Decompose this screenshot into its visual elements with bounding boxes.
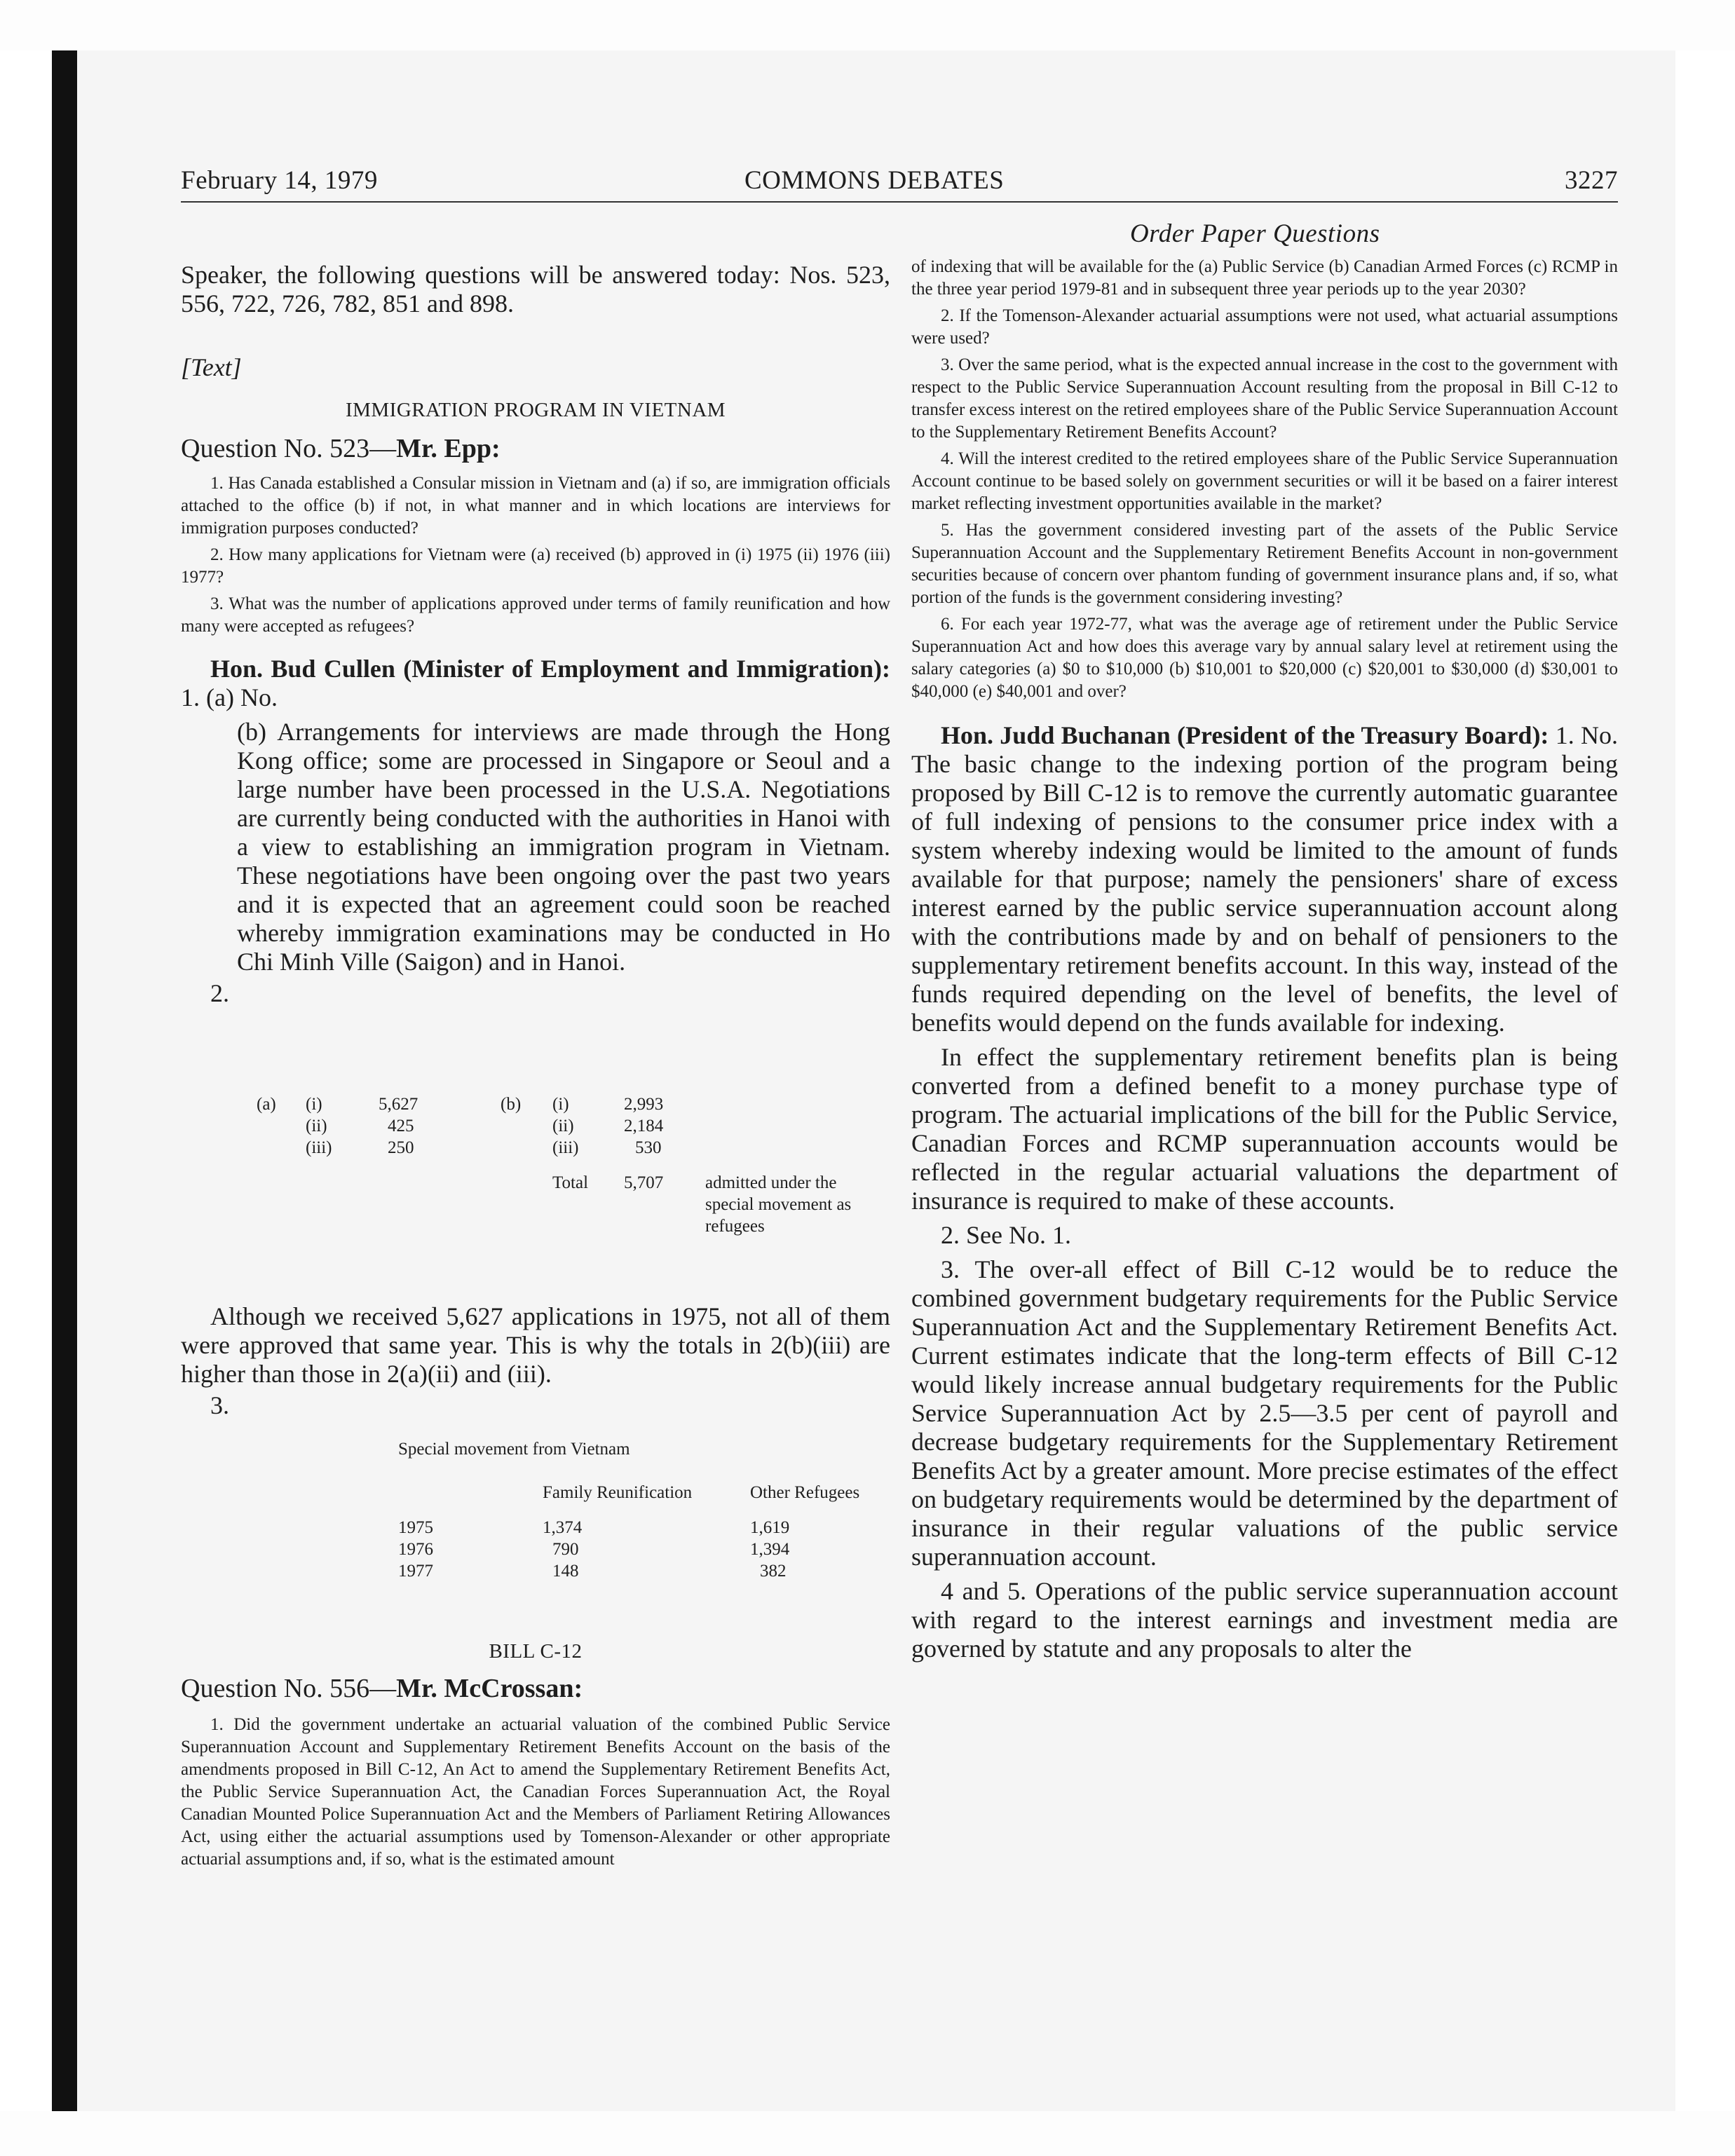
question-523-part1: 1. Has Canada established a Consular mission in Vietnam and (a) if so, are immigration officials attached to the office (b) if not, in what manner and in which locations are interviews for immigration purposes conducted?	[181, 474, 890, 538]
question-556-part4: 4. Will the interest credited to the retired employees share of the Public Service Superannuation Account continue to be based solely on government securities or will it be based on a fairer interest market reflecting investment opportunities available in the market?	[911, 449, 1618, 513]
answer-number-2: 2.	[210, 979, 229, 1007]
table1-note-line-2: special movement as	[705, 1195, 852, 1214]
table1-a-roman-3: (iii)	[306, 1138, 332, 1157]
table1-a-value-3: 250	[388, 1138, 414, 1157]
question-556-part1: 1. Did the government undertake an actuarial valuation of the combined Public Service Superannuation Account and Supplementary Retirement Benefits Account on the basis of the amendments proposed in Bill C-12, An Act to amend the Supplementary Retirement Benefits Act, the Public Service Superannuation Act, the Canadian Forces Superannuation Act, the Royal Canadian Mounted Police Superannuation Act and the Members of Parliament Retiring Allowances Act, using either the actuarial assumptions used by Tomenson-Alexander or other appropriate actuarial assumptions and, if so, what is the estimated amount	[181, 1715, 890, 1869]
table1-b-roman-1: (i)	[552, 1095, 569, 1114]
table2-family-1: 1,374	[543, 1518, 583, 1537]
header-date: February 14, 1979	[181, 166, 378, 195]
answer-523-speaker: Hon. Bud Cullen (Minister of Employment and Immigration):	[210, 655, 890, 683]
scan-binding-shadow	[52, 50, 77, 2111]
table1-note-line-1: admitted under the	[705, 1173, 837, 1192]
heading-bill-c12: BILL C-12	[489, 1640, 583, 1663]
table2-other-2: 1,394	[750, 1540, 790, 1559]
table2-other-3: 382	[760, 1562, 787, 1581]
although-paragraph: Although we received 5,627 applications in 1975, not all of them were approved that same year. This is why the totals in 2(b)(iii) are higher than those in 2(a)(ii) and (iii).	[181, 1302, 890, 1388]
question-523-part3: 3. What was the number of applications approved under terms of family reunification and how many were accepted as refugees?	[181, 594, 890, 636]
table1-b-label: (b)	[501, 1095, 522, 1114]
header-page-number: 3227	[1565, 166, 1618, 195]
answer-556-part3: 3. The over-all effect of Bill C-12 would be to reduce the combined government budgetary requirements for the Public Service Superannuation Act and the Supplementary Retirement Benefits Act. Current estimates indicate that the long-term effects of Bill C-12 would likely increase annual budgetary requirements for the Public Service Superannuation Act by 2.5—3.5 per cent of payroll and decrease budgetary requirements for the Supplementary Retirement Benefits Act by a greater amount. More precise estimates of the effect on budgetary requirements would be determined by the department of insurance in their regular valuations of the public service superannuation account.	[911, 1255, 1618, 1571]
intro-paragraph: Speaker, the following questions will be answered today: Nos. 523, 556, 722, 726, 782, 851 and 898.	[181, 261, 890, 318]
question-556-prefix: Question No. 556—	[181, 1674, 397, 1703]
table1-a-roman-2: (ii)	[306, 1117, 327, 1135]
table1-a-label: (a)	[257, 1095, 276, 1114]
question-523-member: Mr. Epp:	[396, 434, 501, 463]
question-523-prefix: Question No. 523—	[181, 434, 397, 463]
answer-556-part45: 4 and 5. Operations of the public service superannuation account with regard to the interest earnings and investment media are governed by statute and any proposals to alter the	[911, 1577, 1618, 1663]
table1-a-value-2: 425	[388, 1117, 414, 1135]
answer-556-part2: 2. See No. 1.	[941, 1221, 1071, 1249]
answer-556-effect: In effect the supplementary retirement benefits plan is being converted from a defined benefit to a money purchase type of program. The actuarial implications of the bill for the Public Service, Canadian Forces and RCMP superannuation accounts would be reflected in the regular actuarial valuations the department of insurance is required to make of these accounts.	[911, 1043, 1618, 1215]
question-556-part5: 5. Has the government considered investing part of the assets of the Public Service Superannuation Account and the Supplementary Retirement Benefits Account in non-government securities because of concern over phantom funding of government insurance plans and, if so, what portion of the funds is the government considering investing?	[911, 521, 1618, 607]
table1-a-value-1: 5,627	[379, 1095, 419, 1114]
question-556-continued: of indexing that will be available for the (a) Public Service (b) Canadian Armed Forces (c) RCMP in the three year period 1979-81 and in subsequent three year periods up to the year 2030?	[911, 257, 1618, 299]
scan-margin-bottom	[0, 2111, 1735, 2156]
table2-col-family: Family Reunification	[543, 1483, 693, 1502]
question-556-part3: 3. Over the same period, what is the expected annual increase in the cost to the government with respect to the Public Service Superannuation Account resulting from the proposal in Bill C-12 to transfer excess interest on the retired employees share of the Public Service Superannuation Account to the Supplementary Retirement Benefits Account?	[911, 355, 1618, 442]
table2-year-1: 1975	[398, 1518, 433, 1537]
question-523-title	[181, 433, 890, 464]
table1-a-roman-1: (i)	[306, 1095, 322, 1114]
left-column-cont	[181, 1302, 890, 1420]
special-movement-table	[181, 1438, 890, 1592]
table2-other-1: 1,619	[750, 1518, 790, 1537]
table1-b-roman-3: (iii)	[552, 1138, 579, 1157]
header-rule	[181, 201, 1618, 203]
text-label: [Text]	[181, 353, 242, 381]
table1-b-roman-2: (ii)	[552, 1117, 574, 1135]
left-column-bottom	[181, 1640, 890, 1871]
answer-number-3: 3.	[210, 1391, 229, 1419]
answer-556-part1	[911, 721, 1618, 1037]
right-column	[911, 256, 1618, 1663]
table2-year-3: 1977	[398, 1562, 433, 1581]
scan-margin-top	[0, 0, 1735, 50]
question-556-part6: 6. For each year 1972-77, what was the average age of retirement under the Public Service Superannuation Act and how does this average vary by annual salary level at retirement using the salary categories (a) $0 to $10,000 (b) $10,001 to $20,000 (c) $20,001 to $30,000 (d) $30,001 to $40,000 (e) $40,001 and over?	[911, 615, 1618, 701]
applications-table	[181, 1093, 890, 1248]
question-556-part2: 2. If the Tomenson-Alexander actuarial assumptions were not used, what actuarial assumptions were used?	[911, 306, 1618, 348]
table1-total-label: Total	[552, 1173, 589, 1192]
table1-note-line-3: refugees	[705, 1217, 765, 1236]
section-title: Order Paper Questions	[1130, 219, 1380, 248]
header-publication: COMMONS DEBATES	[744, 166, 1005, 195]
answer-556-text1: 1. No. The basic change to the indexing portion of the program being proposed by Bill C-12 is to remove the currently automatic guarantee of full indexing of pensions to the consumer price index with a system whereby indexing would be limited to the amount of funds available for that purpose; namely the pensioners' share of excess interest earned by the public service superannuation account along with the contributions made by and on behalf of pensioners to the supplementary retirement benefits account. In this way, instead of the funds required depending on the level of benefits, the level of benefits would depend on the funds available for indexing.	[911, 721, 1619, 1037]
table2-col-other: Other Refugees	[750, 1483, 860, 1502]
question-556-member: Mr. McCrossan:	[396, 1674, 583, 1703]
answer-523-opening	[181, 655, 890, 712]
table2-year-2: 1976	[398, 1540, 433, 1559]
table2-family-2: 790	[552, 1540, 579, 1559]
table1-total-value: 5,707	[624, 1173, 664, 1192]
left-column	[181, 261, 890, 1008]
table1-b-value-3: 530	[635, 1138, 662, 1157]
table2-family-3: 148	[552, 1562, 579, 1581]
question-523-part2: 2. How many applications for Vietnam were (a) received (b) approved in (i) 1975 (ii) 1976 (iii) 1977?	[181, 545, 890, 587]
table1-b-value-1: 2,993	[624, 1095, 664, 1114]
answer-523-b: (b) Arrangements for interviews are made through the Hong Kong office; some are processed in Singapore or Seoul and a large number have been processed in the U.S.A. Negotiations are currently being conducted with the authorities in Hanoi with a view to establishing an immigration program in Vietnam. These negotiations have been ongoing over the past two years and it is expected that an agreement could soon be reached whereby immigration examinations may be conducted in Ho Chi Minh Ville (Saigon) and in Hanoi.	[237, 718, 890, 976]
heading-immigration: IMMIGRATION PROGRAM IN VIETNAM	[345, 399, 726, 421]
answer-556-speaker: Hon. Judd Buchanan (President of the Treasury Board):	[941, 721, 1549, 749]
answer-523-first: 1. (a) No.	[181, 683, 278, 711]
table2-title: Special movement from Vietnam	[398, 1440, 630, 1459]
question-556-title	[181, 1673, 890, 1704]
table1-b-value-2: 2,184	[624, 1117, 664, 1135]
